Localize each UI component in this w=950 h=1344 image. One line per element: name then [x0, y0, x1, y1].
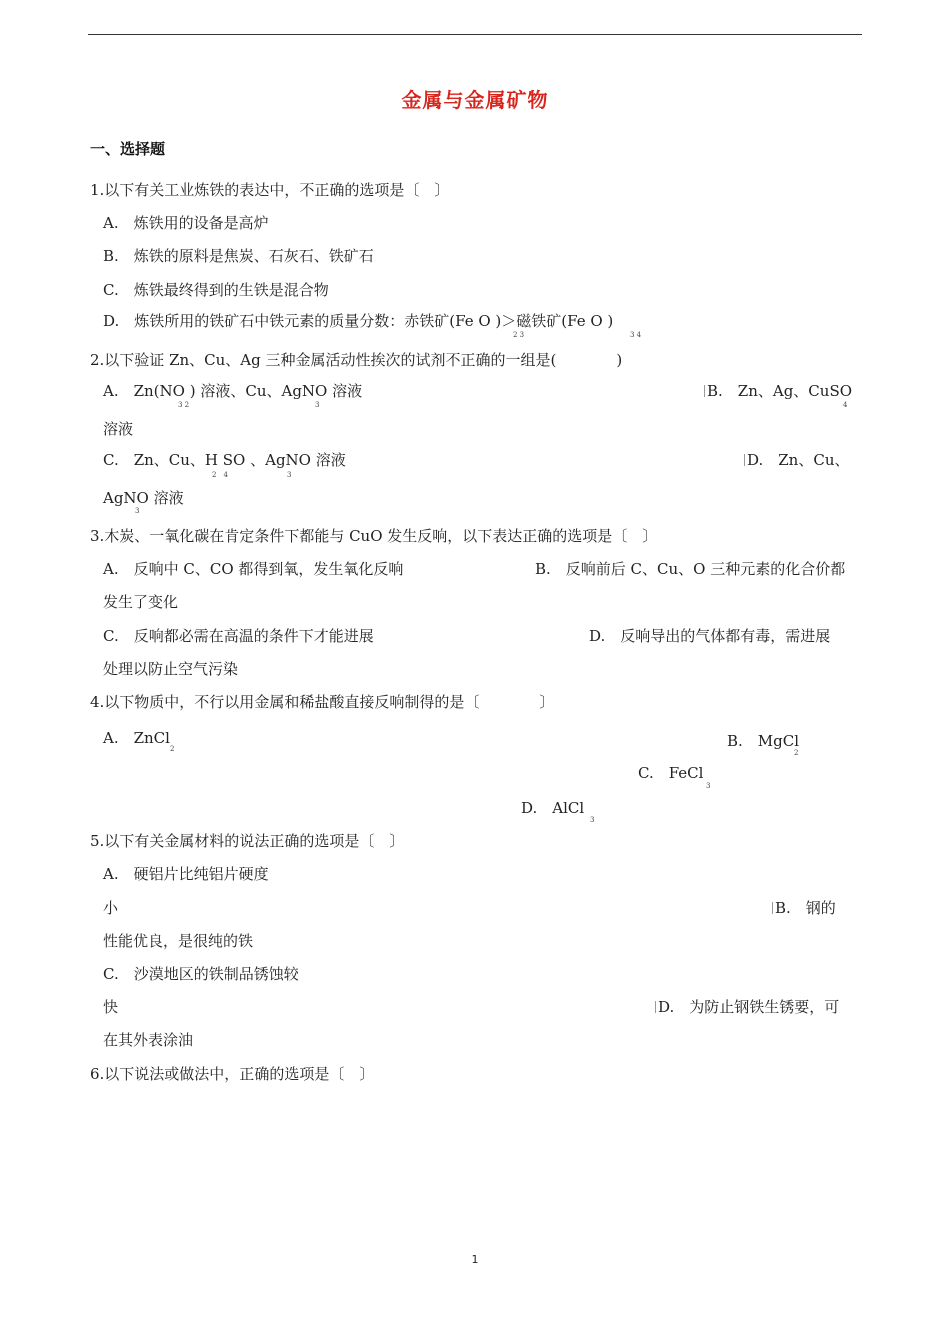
subscript: 3 [590, 816, 595, 824]
question-5-option-a: A. 硬铝片比纯铝片硬度 [103, 865, 269, 883]
question-5-option-d-cont: 在其外表涂油 [103, 1031, 194, 1049]
question-2-option-a: A. Zn(NO ) 溶液、Cu、AgNO 溶液 [103, 382, 363, 400]
question-2-option-d-cont: AgNO 溶液 [103, 489, 184, 507]
question-3-option-a: A. 反响中 C、CO 都得到氧，发生氧化反响 [103, 560, 404, 578]
question-4-option-b: B. MgCl [727, 732, 800, 750]
subscript: 2 4 [212, 471, 228, 479]
margin-mark [704, 385, 705, 397]
question-5-option-d: D. 为防止钢铁生锈要，可 [658, 998, 840, 1016]
subscript: 3 4 [630, 331, 642, 339]
question-3-option-d: D. 反响导出的气体都有毒，需进展 [589, 627, 831, 645]
question-1-option-b: B. 炼铁的原料是焦炭、石灰石、铁矿石 [103, 247, 374, 265]
subscript: 4 [843, 401, 848, 409]
question-3-option-b: B. 反响前后 C、Cu、O 三种元素的化合价都 [535, 560, 846, 578]
subscript: 3 [287, 471, 292, 479]
page-number: 1 [471, 1253, 479, 1266]
question-1-option-a: A. 炼铁用的设备是高炉 [103, 214, 269, 232]
question-3-option-b-cont: 发生了变化 [103, 593, 179, 611]
question-5-option-a-cont: 小 [103, 899, 119, 917]
question-4-option-d: D. AlCl [521, 799, 585, 817]
question-5-option-b: B. 钢的 [775, 899, 836, 917]
question-1-option-d: D. 炼铁所用的铁矿石中铁元素的质量分数：赤铁矿(Fe O )＞磁铁矿(Fe O ) [103, 312, 614, 330]
question-5-option-c-cont: 快 [103, 998, 119, 1016]
margin-mark [744, 454, 745, 466]
question-1-option-c: C. 炼铁最终得到的生铁是混合物 [103, 281, 329, 299]
subscript: 2 [794, 749, 799, 757]
question-4-option-c: C. FeCl [638, 764, 704, 782]
question-4-option-a: A. ZnCl [103, 729, 170, 747]
question-6-stem: 6.以下说法或做法中，正确的选项是〔 〕 [90, 1065, 375, 1083]
subscript: 3 [135, 507, 140, 515]
subscript: 3 2 [178, 401, 190, 409]
section-heading: 一、选择题 [90, 140, 166, 158]
subscript: 2 3 [513, 331, 525, 339]
question-2-option-b-cont: 溶液 [103, 420, 134, 438]
question-1-stem: 1.以下有关工业炼铁的表达中，不正确的选项是〔 〕 [90, 181, 450, 199]
question-2-stem: 2.以下验证 Zn、Cu、Ag 三种金属活动性挨次的试剂不正确的一组是( ) [90, 351, 623, 369]
question-5-option-b-cont: 性能优良，是很纯的铁 [103, 932, 254, 950]
question-3-option-c: C. 反响都必需在高温的条件下才能进展 [103, 627, 374, 645]
question-2-option-c: C. Zn、Cu、H SO 、AgNO 溶液 [103, 451, 346, 469]
margin-mark [655, 1001, 656, 1013]
question-3-option-d-cont: 处理以防止空气污染 [103, 660, 239, 678]
question-4-stem: 4.以下物质中，不行以用金属和稀盐酸直接反响制得的是〔 〕 [90, 693, 555, 711]
header-rule [88, 34, 862, 35]
question-2-option-b: B. Zn、Ag、CuSO [707, 382, 853, 400]
subscript: 2 [170, 745, 175, 753]
question-5-option-c: C. 沙漠地区的铁制品锈蚀较 [103, 965, 299, 983]
subscript: 3 [706, 782, 711, 790]
question-2-option-d: D. Zn、Cu、 [747, 451, 850, 469]
question-3-stem: 3.木炭、一氧化碳在肯定条件下都能与 CuO 发生反响，以下表达正确的选项是〔 〕 [90, 527, 658, 545]
page-title: 金属与金属矿物 [401, 88, 549, 112]
subscript: 3 [315, 401, 320, 409]
question-5-stem: 5.以下有关金属材料的说法正确的选项是〔 〕 [90, 832, 405, 850]
margin-mark [772, 902, 773, 914]
